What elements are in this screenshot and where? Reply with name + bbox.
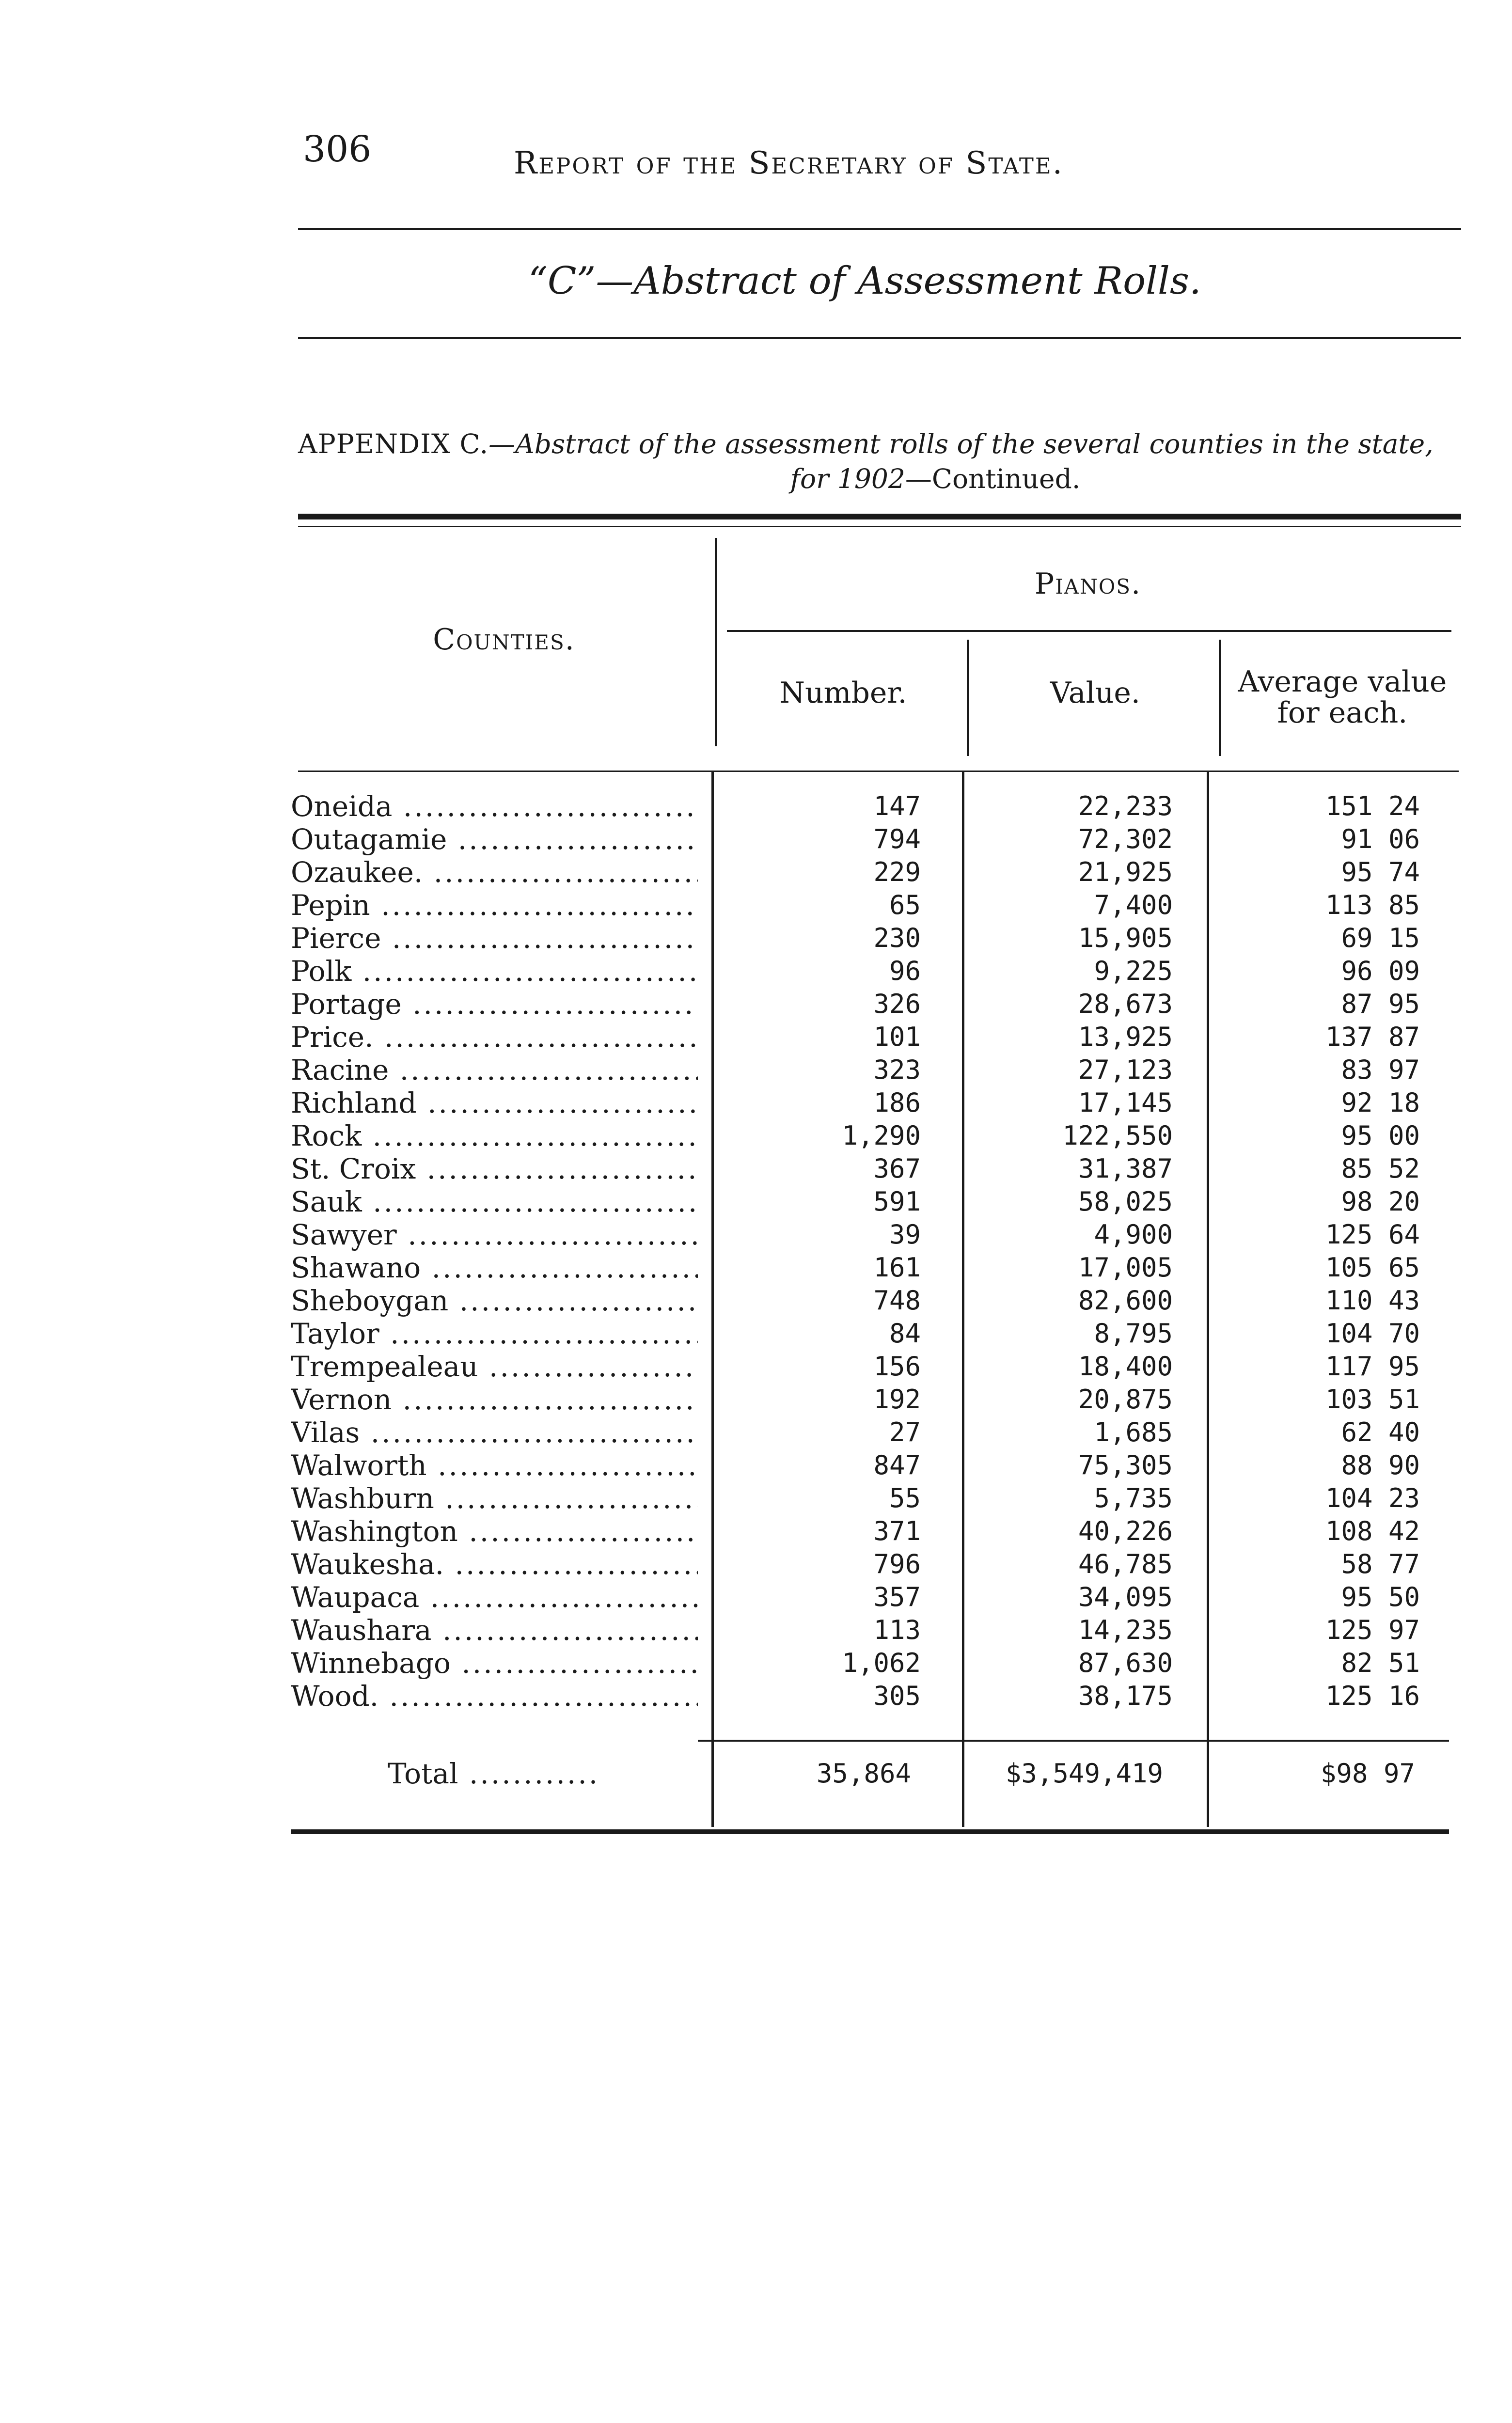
average-cell: 58 77 [1341,1549,1420,1579]
table-row [0,1680,1512,1713]
table-row [0,1383,1512,1416]
number-cell: 371 [873,1516,921,1546]
average-cell: 125 16 [1325,1681,1420,1711]
number-cell: 39 [889,1219,921,1250]
table-row [0,988,1512,1021]
table-row [0,1350,1512,1383]
county-cell: St. Croix ..... [291,1152,698,1185]
number-cell: 230 [873,923,921,953]
average-cell: 125 64 [1325,1219,1420,1250]
average-cell: 91 06 [1341,824,1420,854]
header-divider-value [1219,640,1221,756]
county-cell: Sawyer ..... [291,1218,698,1251]
table-row [0,1054,1512,1086]
header-divider-counties [715,538,717,746]
table-row [0,1614,1512,1647]
number-cell: 847 [873,1450,921,1480]
table-row [0,1482,1512,1515]
average-header: Average value for each. [1238,665,1447,730]
number-cell: 96 [889,956,921,986]
county-cell: Washington ..... [291,1515,698,1548]
value-cell: 40,226 [1078,1516,1173,1546]
county-cell: Walworth ..... [291,1449,698,1482]
county-cell: Waupaca ..... [291,1581,698,1614]
value-cell: 46,785 [1078,1549,1173,1579]
caption-continued: —Continued. [905,463,1081,494]
table-row [0,823,1512,856]
average-cell: 117 95 [1325,1351,1420,1382]
number-cell: 27 [889,1417,921,1448]
value-cell: 20,875 [1078,1384,1173,1415]
average-cell: 62 40 [1341,1417,1420,1448]
table-row [0,1581,1512,1614]
table-row [0,1548,1512,1581]
number-cell: 591 [873,1186,921,1217]
total-value: $3,549,419 [1005,1758,1163,1789]
average-cell: 103 51 [1325,1384,1420,1415]
table-row [0,1152,1512,1185]
county-cell: Waushara ..... [291,1614,698,1647]
county-cell: Taylor ..... [291,1317,698,1350]
average-cell: 92 18 [1341,1087,1420,1118]
average-cell: 96 09 [1341,956,1420,986]
value-cell: 13,925 [1078,1022,1173,1052]
number-cell: 794 [873,824,921,854]
table-row [0,1119,1512,1152]
value-cell: 75,305 [1078,1450,1173,1480]
table-row [0,856,1512,889]
average-cell: 104 70 [1325,1318,1420,1349]
number-cell: 55 [889,1483,921,1513]
table-row [0,1416,1512,1449]
number-header: Number. [779,676,907,710]
number-cell: 326 [873,989,921,1019]
value-cell: 1,685 [1094,1417,1173,1448]
number-cell: 65 [889,890,921,920]
number-cell: 229 [873,857,921,887]
number-cell: 748 [873,1285,921,1316]
section-subtitle: “C”—Abstract of Assessment Rolls. [528,259,1201,303]
county-cell: Shawano ..... [291,1251,698,1284]
value-cell: 7,400 [1094,890,1173,920]
pianos-header: Pianos. [1034,567,1142,601]
county-cell: Price. ..... [291,1021,698,1054]
average-cell: 85 52 [1341,1153,1420,1184]
total-label: Total ..... [388,1754,599,1793]
table-row [0,922,1512,955]
average-cell: 104 23 [1325,1483,1420,1513]
number-cell: 305 [873,1681,921,1711]
county-cell: Vilas ..... [291,1416,698,1449]
table-caption [298,426,1461,496]
table-row [0,790,1512,823]
county-cell: Winnebago ..... [291,1647,698,1680]
value-header: Value. [1050,676,1140,710]
average-cell: 87 95 [1341,989,1420,1019]
value-cell: 27,123 [1078,1054,1173,1085]
header-divider-number [967,640,969,756]
number-cell: 147 [873,791,921,821]
county-cell: Wood. ..... [291,1680,698,1713]
value-cell: 4,900 [1094,1219,1173,1250]
table-row [0,1218,1512,1251]
number-cell: 113 [873,1615,921,1645]
number-cell: 1,062 [842,1648,921,1678]
county-cell: Polk ..... [291,955,698,988]
table-rule-top-thin [298,526,1461,527]
table-row [0,1185,1512,1218]
counties-header: Counties. [433,623,575,657]
header-rule-under [298,771,1459,772]
county-cell: Pierce ..... [291,922,698,955]
average-cell: 95 74 [1341,857,1420,887]
county-cell: Vernon ..... [291,1383,698,1416]
county-cell: Rock ..... [291,1119,698,1152]
value-cell: 82,600 [1078,1285,1173,1316]
value-cell: 18,400 [1078,1351,1173,1382]
average-cell: 95 00 [1341,1120,1420,1151]
header-rule-bottom [298,337,1461,339]
county-cell: Sauk ..... [291,1185,698,1218]
value-cell: 28,673 [1078,989,1173,1019]
value-cell: 17,145 [1078,1087,1173,1118]
value-cell: 34,095 [1078,1582,1173,1612]
average-cell: 125 97 [1325,1615,1420,1645]
number-cell: 186 [873,1087,921,1118]
page-number: 306 [303,128,372,170]
total-number: 35,864 [816,1758,911,1789]
value-cell: 38,175 [1078,1681,1173,1711]
value-cell: 31,387 [1078,1153,1173,1184]
table-row [0,1317,1512,1350]
county-cell: Portage ..... [291,988,698,1021]
value-cell: 17,005 [1078,1252,1173,1283]
average-cell: 113 85 [1325,890,1420,920]
table-row [0,955,1512,988]
value-cell: 72,302 [1078,824,1173,854]
value-cell: 122,550 [1062,1120,1173,1151]
number-cell: 357 [873,1582,921,1612]
average-cell: 83 97 [1341,1054,1420,1085]
caption-title: —Abstract of the assessment rolls of the several counties in the state, [488,428,1433,459]
table-row [0,1086,1512,1119]
table-row [0,1647,1512,1680]
table-row [0,889,1512,922]
county-cell: Sheboygan ..... [291,1284,698,1317]
number-cell: 101 [873,1022,921,1052]
average-cell: 105 65 [1325,1252,1420,1283]
county-cell: Ozaukee. ..... [291,856,698,889]
value-cell: 21,925 [1078,857,1173,887]
table-row [0,1251,1512,1284]
average-cell: 82 51 [1341,1648,1420,1678]
average-cell: 69 15 [1341,923,1420,953]
table-row [0,1449,1512,1482]
number-cell: 367 [873,1153,921,1184]
county-cell: Washburn ..... [291,1482,698,1515]
county-cell: Outagamie ..... [291,823,698,856]
number-cell: 192 [873,1384,921,1415]
average-cell: 88 90 [1341,1450,1420,1480]
county-cell: Waukesha. ..... [291,1548,698,1581]
average-cell: 137 87 [1325,1022,1420,1052]
table-row [0,1021,1512,1054]
total-row [0,1754,1512,1793]
value-cell: 14,235 [1078,1615,1173,1645]
average-cell: 110 43 [1325,1285,1420,1316]
caption-year: for 1902 [790,463,905,494]
value-cell: 87,630 [1078,1648,1173,1678]
value-cell: 22,233 [1078,791,1173,821]
county-cell: Pepin ..... [291,889,698,922]
number-cell: 796 [873,1549,921,1579]
average-cell: 95 50 [1341,1582,1420,1612]
value-cell: 5,735 [1094,1483,1173,1513]
pianos-underline [727,630,1451,632]
number-cell: 84 [889,1318,921,1349]
header-rule-top [298,228,1461,230]
value-cell: 15,905 [1078,923,1173,953]
value-cell: 58,025 [1078,1186,1173,1217]
caption-lead: APPENDIX C. [298,428,489,459]
average-cell: 98 20 [1341,1186,1420,1217]
table-rule-top [298,514,1461,519]
running-head: Report of the Secretary of State. [514,145,1064,181]
table-row [0,1284,1512,1317]
number-cell: 323 [873,1054,921,1085]
number-cell: 161 [873,1252,921,1283]
value-cell: 9,225 [1094,956,1173,986]
average-cell: 151 24 [1325,791,1420,821]
county-cell: Oneida ..... [291,790,698,823]
county-cell: Trempealeau ..... [291,1350,698,1383]
number-cell: 1,290 [842,1120,921,1151]
value-cell: 8,795 [1094,1318,1173,1349]
number-cell: 156 [873,1351,921,1382]
table-rule-bottom [291,1829,1449,1834]
county-cell: Racine ..... [291,1054,698,1086]
total-average: $98 97 [1320,1758,1415,1789]
table-row [0,1515,1512,1548]
county-cell: Richland ..... [291,1086,698,1119]
total-rule [698,1740,1449,1742]
average-cell: 108 42 [1325,1516,1420,1546]
